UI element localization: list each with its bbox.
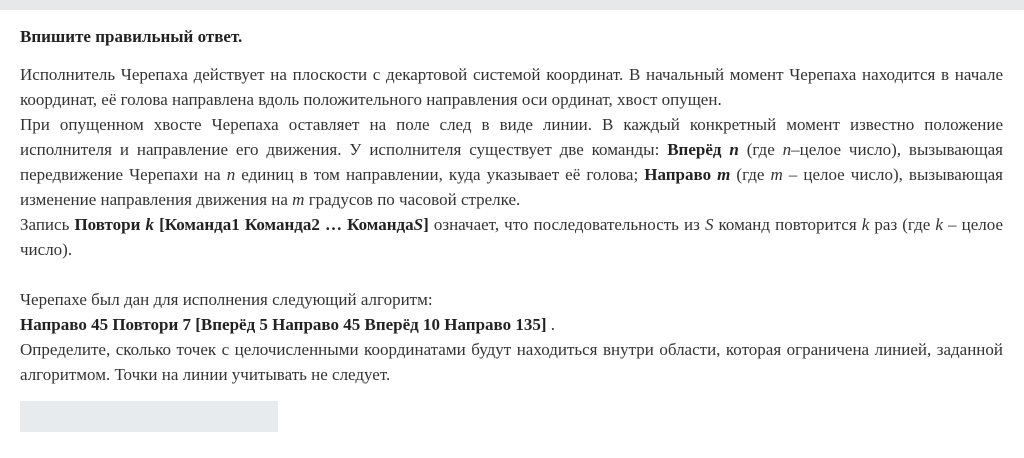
answer-input[interactable] [20,401,278,432]
text-fragment: При опущенном хвосте Черепаха оставляет на поле след в виде линии. В каждый конкретный момент известно положение исполнителя и направление его движения. У исполнителя существует две команды: [20,115,1003,159]
text-fragment: означает, что последовательность из [428,215,705,234]
text-fragment: раз (где [869,215,936,234]
variable-m: m [770,165,783,184]
text-fragment: градусов по часовой стрелке. [304,190,521,209]
algorithm-code: Направо 45 Повтори 7 [Вперёд 5 Направо 45 Вперёд 10 Направо 135] [20,315,547,334]
text-fragment: (где [738,140,783,159]
command-right: Направо [644,165,712,184]
variable-s: S [413,215,424,234]
task-paragraph-algorithm-intro: Черепахе был дан для исполнения следующий алгоритм: [20,290,433,309]
task-algorithm [20,312,1003,337]
variable-k: k [145,215,154,234]
variable-k: k [861,215,870,234]
top-bar [0,0,1024,10]
algorithm-tail: . [546,315,556,334]
variable-n: n [226,165,236,184]
text-fragment: – целое число). [20,215,1003,259]
text-fragment: (где [730,165,771,184]
text-fragment: единиц в том направлении, куда указывает её голова; [235,165,645,184]
task-paragraph-repeat [20,212,1003,262]
variable-m: m [717,165,731,184]
variable-n: n [782,140,792,159]
variable-s: S [704,215,714,234]
task-paragraph-commands [20,112,1003,212]
task-container [20,24,1003,387]
repeat-bracket: ] [423,215,429,234]
task-question: Определите, сколько точек с целочисленными координатами будут находиться внутри области, которая ограничена линией, заданной алгоритмом. Точки на линии учитывать не следует. [20,340,1003,384]
repeat-body: [Команда1 Команда2 … Команда [159,215,414,234]
command-forward: Вперёд [667,140,722,159]
repeat-word: Повтори [74,215,141,234]
text-fragment: команд повторится [713,215,862,234]
variable-m: m [292,190,305,209]
task-paragraph-intro: Исполнитель Черепаха действует на плоскости с декартовой системой координат. В начальный момент Черепаха находится в начале координат, её голова направлена вдоль положительного направления оси ординат, хвост опущен. [20,65,1003,109]
task-heading: Впишите правильный ответ. [20,27,243,46]
variable-k: k [935,215,943,234]
text-fragment: – целое число), вызывающая изменение направления движения на [20,165,1004,209]
variable-n: n [729,140,739,159]
text-fragment: Запись [20,215,75,234]
text-fragment: –целое число), вызывающая передвижение Черепахи на [20,140,1004,184]
spacer [20,262,1003,287]
